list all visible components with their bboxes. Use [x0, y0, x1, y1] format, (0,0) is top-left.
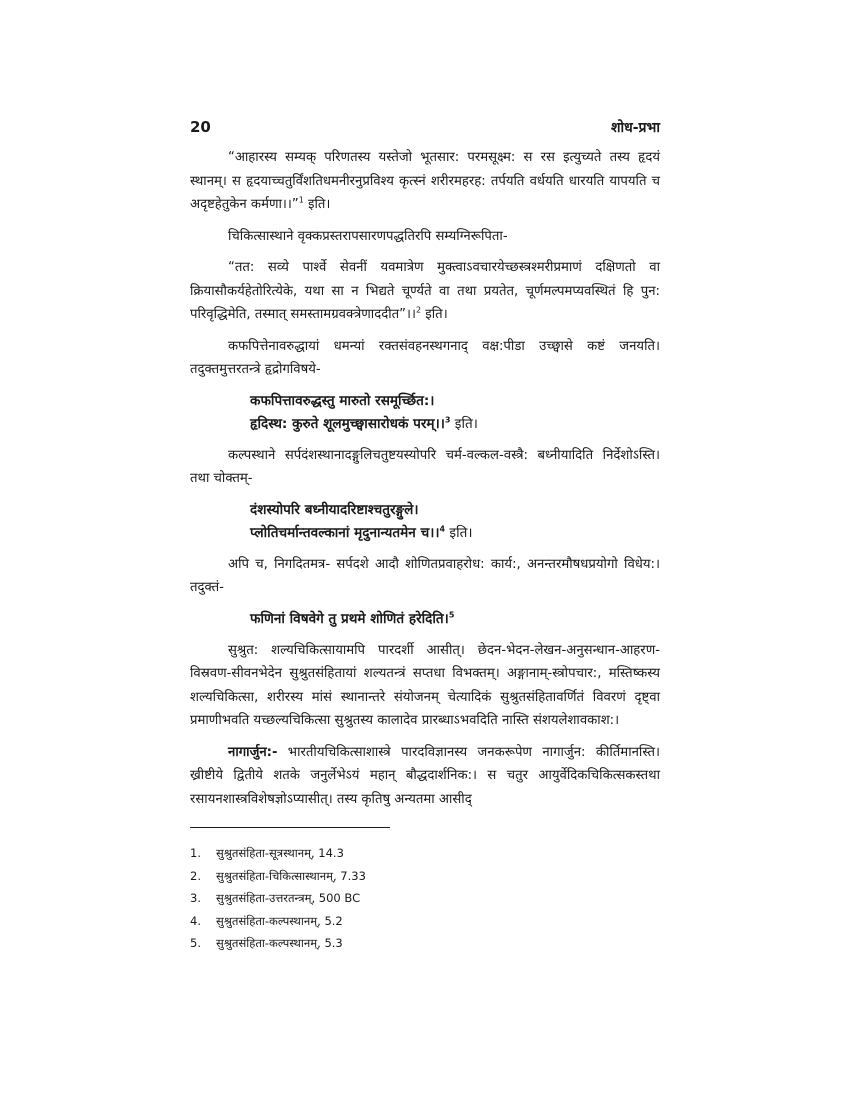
- verse-tail: इति।: [450, 415, 478, 432]
- footnote-text: सुश्रुतसंहिता-कल्पस्थानम्, 5.2: [216, 913, 343, 928]
- verse-line: [250, 608, 660, 631]
- footnote-divider: [190, 827, 390, 828]
- verse-text: प्लोतिचर्मान्तवल्कानां मृदुनान्यतमेन च।।: [250, 524, 440, 541]
- body-text: [190, 146, 660, 819]
- quote-tail: इति।: [421, 307, 448, 322]
- footnote-item: [190, 865, 660, 888]
- quote-tail: इति।: [303, 197, 331, 212]
- paragraph-8: [190, 741, 660, 812]
- footnote-number: 1.: [190, 846, 201, 860]
- verse-1: [250, 390, 660, 436]
- verse-text: फणिनां विषवेगे तु प्रथमे शोणितं हरेदिति।: [250, 610, 449, 627]
- footnote-item: [190, 842, 660, 865]
- footnote-number: 4.: [190, 913, 201, 928]
- footnote-text: सुश्रुतसंहिता-उत्तरतन्त्रम्, 500 BC: [216, 891, 361, 905]
- verse-text: हृदिस्थ: कुरुते शूलमुच्छ्वासारोधकं परम्।।: [250, 415, 445, 432]
- footnote-item: [190, 887, 660, 910]
- footnote-ref: 3: [444, 414, 451, 424]
- footnotes: [190, 842, 660, 955]
- paragraph-text: भारतीयचिकित्साशास्त्रे पारदविज्ञानस्य जनकरूपेण नागार्जुन: कीर्तिमानस्ति। ख्रीष्टीये द्वितीये शतके जनुर्लेभेऽयं महान् बौद्धदार्शनिक:। स चतुर आयुर्वेदिकचिकित्सकस्तथा रसायनशास्त्रविशेषज्ञोऽप्यासीत्। तस्य कृतिषु अन्यतमा आसीद्: [190, 744, 660, 807]
- verse-line: [250, 522, 660, 545]
- footnote-item: [190, 910, 660, 933]
- quote-paragraph-3: [190, 256, 660, 327]
- running-head: शोध-प्रभा: [610, 119, 660, 136]
- footnote-item: [190, 932, 660, 955]
- footnote-number: 5.: [190, 936, 201, 950]
- quote-paragraph-1: [190, 146, 660, 217]
- page-number: 20: [190, 118, 211, 136]
- footnote-text: सुश्रुतसंहिता-सूत्रस्थानम्, 14.3: [216, 846, 344, 860]
- verse-3: [250, 608, 660, 631]
- page-header: [190, 114, 660, 140]
- paragraph-5: कल्पस्थाने सर्पदंशस्थानादङ्गुलिचतुष्टयस्योपरि चर्म-वल्कल-वस्त्रै: बध्नीयादिति निर्देशोऽस्ति। तथा चोक्तम्-: [190, 447, 660, 486]
- section-term: नागार्जुन:-: [228, 744, 278, 760]
- footnote-ref: 4: [439, 523, 446, 533]
- footnote-number: 3.: [190, 891, 201, 905]
- paragraph-6: अपि च, निगदितमत्र- सर्पदशे आदौ शोणितप्रवाहरोध: कार्य:, अनन्तरमौषधप्रयोगो विधेय:। तदुक्तं-: [190, 556, 660, 595]
- footnote-ref: 5: [448, 609, 455, 619]
- footnote-number: 2.: [190, 868, 201, 883]
- paragraph-4: कफपित्तेनावरुद्धायां धमन्यां रक्तसंवहनस्थगनाद् वक्ष:पीडा उच्छ्वासे कष्टं जनयति। तदुक्तमुत्तरतन्त्रे हृद्रोगविषये-: [190, 338, 660, 377]
- paragraph-2: चिकित्सास्थाने वृक्कप्रस्तरापसारणपद्धतिरपि सम्यग्निरूपिता-: [228, 228, 508, 244]
- paragraph-7: सुश्रुत: शल्यचिकित्सायामपि पारदर्शी आसीत्। छेदन-भेदन-लेखन-अनुसन्धान-आहरण-विस्रवण-सीवनभेदेन सुश्रुतसंहितायां शल्यतन्त्रं सप्तधा विभक्तम्। अङ्गानाम्-स्त्रोपचार:, मस्तिष्कस्य शल्यचिकित्सा, शरीरस्य मांसं स्थानान्तरे संयोजनम् चेत्यादिकं सुश्रुतसंहितावर्णितं विवरणं दृष्ट्वा प्रमाणीभवति यच्छल्यचिकित्सा सुश्रुतस्य कालादेव प्रारब्धाऽभवदिति नास्ति संशयलेशावकाश:।: [190, 642, 660, 728]
- verse-tail: इति।: [445, 524, 473, 541]
- quote-text: “आहारस्य सम्यक् परिणतस्य यस्तेजो भूतसार: परमसूक्ष्म: स रस इत्युच्यते तस्य हृदयं स्थानम्। स हृदयाच्चतुर्विंशतिधमनीरनुप्रविश्य कृत्स्नं शरीरमहरह: तर्पयति वर्धयति धारयति यापयति च अदृष्टहेतुकेन कर्मणा।।”: [190, 150, 660, 212]
- quote-text: “तत: सव्ये पार्श्वे सेवनीं यवमात्रेण मुक्त्वाऽवचारयेच्छस्त्रश्मरीप्रमाणं दक्षिणतो वा क्रियासौकर्यहेतोरित्येके, यथा सा न भिद्यते चूर्ण्यते वा तथा प्रयतेत, चूर्णमल्पमप्यवस्थितं हि पुन: परिवृद्धिमेति, तस्मात् समस्तामग्रवक्त्रेणाददीत”।।: [190, 260, 660, 322]
- verse-line: [250, 413, 660, 436]
- verse-line: कफपित्तावरुद्धस्तु मारुतो रसमूर्च्छित:।: [250, 392, 435, 409]
- footnote-ref: 1: [298, 195, 304, 205]
- verse-line: दंशस्योपरि बध्नीयादरिष्टाश्चतुरङ्गुले।: [250, 501, 419, 518]
- footnote-text: सुश्रुतसंहिता-कल्पस्थानम्, 5.3: [216, 936, 343, 950]
- footnote-text: सुश्रुतसंहिता-चिकित्सास्थानम्, 7.33: [216, 868, 366, 883]
- verse-2: [250, 499, 660, 545]
- footnote-ref: 2: [416, 305, 422, 315]
